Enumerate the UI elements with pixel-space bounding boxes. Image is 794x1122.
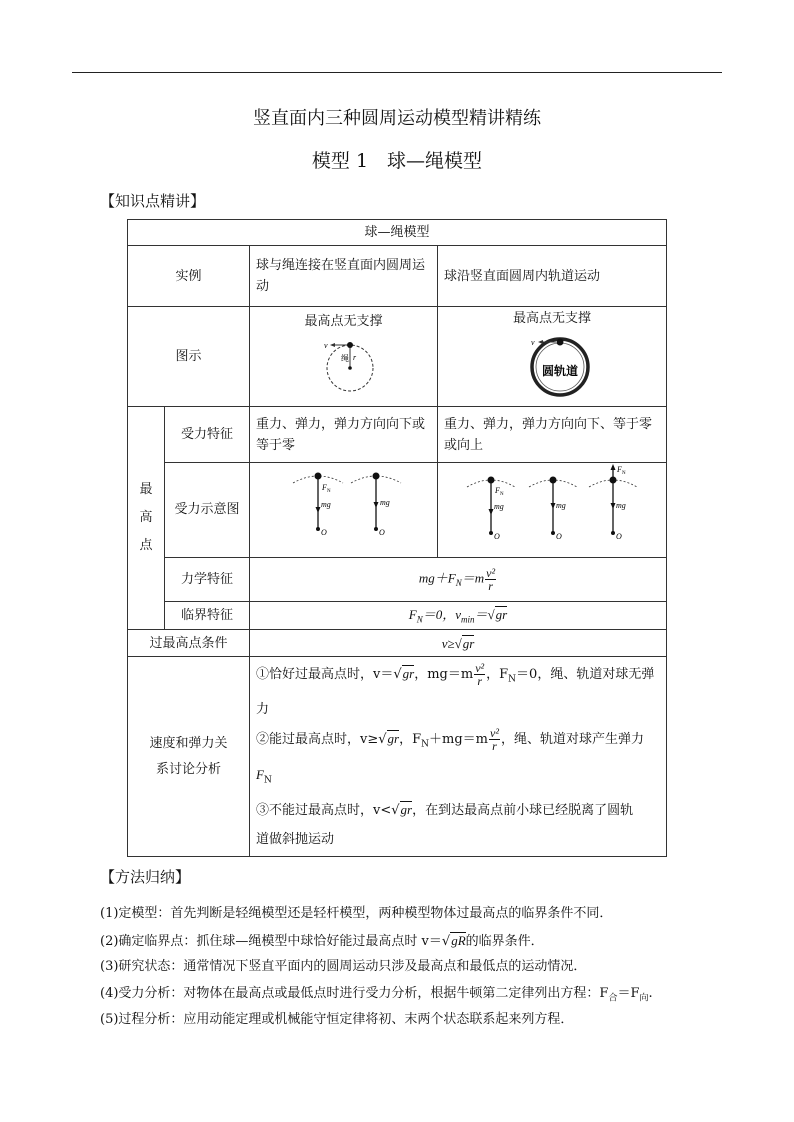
model-table — [127, 219, 667, 857]
d2-e: F — [256, 766, 264, 782]
track-d2-mg: mg — [555, 501, 566, 511]
d2-fraction — [489, 727, 500, 752]
d1-fraction — [474, 662, 485, 687]
critical-equation: $F_N=0$，$v_{min}=√gr$ — [250, 601, 667, 629]
d1-a: ①恰好过最高点时，v＝ — [256, 667, 394, 683]
d2-c: ＋mg＝m — [429, 731, 488, 747]
mechanics-equation — [250, 557, 667, 601]
method-item-4 — [100, 981, 740, 1008]
track-d1-mg: mg — [493, 502, 504, 512]
method-item-3: (3)研究状态：通常情况下竖直平面内的圆周运动只涉及最高点和最低点的运动情况． — [100, 959, 587, 974]
d1-den: r — [477, 674, 482, 689]
rope-d1-fn-sub: N — [326, 489, 331, 495]
method-item-2: (2)确定临界点：抓住球—绳模型中球恰好能过最高点时 v＝√gR的临界条件． — [100, 932, 544, 949]
discussion-label-text: 速度和弹力关系讨论分析 — [149, 735, 228, 777]
d1-e: 力 — [256, 701, 270, 717]
pass-a: v≥ — [441, 635, 455, 651]
mech-eq-mid: ＝m — [461, 570, 485, 586]
rope-d1-o: O — [320, 528, 327, 538]
rope-fig-label: 绳 — [340, 353, 349, 363]
d1-d: ＝0，绳、轨道对球无弹 — [516, 667, 655, 683]
track-fig-label: 圆轨道 — [541, 363, 579, 378]
document-subtitle: 模型 1 球—绳模型 — [311, 150, 483, 172]
d2-e-sub: N — [263, 775, 272, 786]
row-pass — [128, 630, 667, 657]
rope-circle-figure — [284, 332, 404, 398]
d2-num: v² — [490, 725, 499, 740]
crit-sub: N — [416, 614, 423, 625]
force-feature-label: 受力特征 — [165, 407, 250, 463]
row-mechanics — [128, 557, 667, 601]
track-d3-fn: F — [616, 465, 622, 475]
crit-b: ＝0，v — [422, 606, 462, 622]
force-diagram-label: 受力示意图 — [165, 463, 250, 557]
row-force-feature — [128, 407, 667, 463]
m2-b: 的临界条件． — [465, 933, 544, 949]
rope-force-diagrams — [251, 463, 437, 549]
track-force-diagrams — [439, 463, 666, 549]
force-diagram-rope — [250, 463, 438, 557]
crit-sqrt: gr — [495, 606, 508, 622]
table-header-row — [128, 220, 667, 246]
d1-num: v² — [475, 661, 485, 676]
rope-d1-mg: mg — [320, 500, 331, 510]
figure-label: 图示 — [128, 307, 250, 407]
figure-rope-caption: 最高点无支撑 — [304, 313, 383, 329]
track-d3-o: O — [615, 532, 622, 542]
force-feature-rope: 重力、弹力，弹力方向向下或等于零 — [250, 407, 438, 463]
d3-c: 道做斜抛运动 — [256, 832, 335, 848]
track-fig-v: v — [531, 337, 535, 347]
mech-fraction — [485, 567, 496, 592]
rope-fig-v: v — [323, 340, 328, 350]
track-d1-fn: F — [494, 486, 500, 496]
m4-b: ＝F — [617, 985, 640, 1001]
force-feature-track: 重力、弹力，弹力方向向下、等于零或向上 — [438, 407, 667, 463]
d2-sqrt: gr — [387, 730, 400, 746]
rope-fig-r: r — [352, 352, 356, 362]
d2-den: r — [492, 738, 497, 753]
mechanics-label: 力学特征 — [165, 557, 250, 601]
pass-equation: v≥√gr — [250, 630, 667, 657]
track-d2-o: O — [555, 532, 562, 542]
discussion-content — [250, 657, 667, 857]
m4-c: . — [648, 985, 653, 1001]
row-figure — [128, 307, 667, 407]
mech-den: r — [488, 578, 493, 593]
track-d1-fn-sub: N — [499, 492, 504, 498]
mech-eq-left: mg＋F — [418, 570, 456, 586]
track-d3-fn-sub: N — [621, 471, 626, 477]
d1-sub: N — [508, 674, 517, 685]
rope-d2-o: O — [378, 528, 385, 538]
critical-label: 临界特征 — [165, 601, 250, 629]
d3-b: ，在到达最高点前小球已经脱离了圆轨 — [412, 803, 634, 819]
d3-a: ③不能过最高点时，v< — [256, 803, 392, 819]
crit-sub2: min — [461, 614, 475, 625]
d2-b: ，F — [399, 731, 422, 747]
example-track: 球沿竖直面圆周内轨道运动 — [438, 246, 667, 307]
table-header: 球—绳模型 — [128, 220, 667, 246]
section-knowledge-heading: 【知识点精讲】 — [100, 192, 206, 210]
row-discussion — [128, 657, 667, 857]
figure-track-caption: 最高点无支撑 — [513, 310, 592, 326]
d2-d: ，绳、轨道对球产生弹力 — [500, 731, 644, 747]
d2-a: ②能过最高点时，v≥ — [256, 731, 379, 747]
method-item-5: (5)过程分析：应用动能定理或机械能守恒定律将初、末两个状态联系起来列方程． — [100, 1012, 574, 1027]
document-title: 竖直面内三种圆周运动模型精讲精练 — [253, 108, 541, 129]
highest-point-text: 最高点 — [139, 482, 153, 554]
pass-label: 过最高点条件 — [128, 630, 250, 657]
highest-point-label — [128, 407, 165, 630]
m2-a: (2)确定临界点：抓住球—绳模型中球恰好能过最高点时 v＝ — [100, 933, 442, 949]
mech-eq-sub: N — [455, 577, 462, 588]
rope-d1-fn: F — [321, 483, 327, 493]
rope-d2-mg: mg — [379, 498, 390, 508]
d2-sub: N — [421, 739, 430, 750]
header-rule — [72, 72, 722, 73]
crit-a: F — [408, 606, 417, 622]
row-example — [128, 246, 667, 307]
d1-c: ，F — [486, 667, 509, 683]
d1-b: ，mg＝m — [414, 667, 474, 683]
discussion-label — [128, 657, 250, 857]
mech-num: v² — [486, 565, 496, 580]
force-diagram-track — [438, 463, 667, 557]
m4-a: (4)受力分析：对物体在最高点或最低点时进行受力分析，根据牛顿第二定律列出方程：F — [100, 985, 609, 1001]
row-force-diagram — [128, 463, 667, 557]
m4-sub2: 向 — [639, 993, 649, 1004]
d3-sqrt: gr — [400, 802, 413, 818]
example-rope: 球与绳连接在竖直面内圆周运动 — [250, 246, 438, 307]
discussion-item-3: ③不能过最高点时，v<√gr，在到达最高点前小球已经脱离了圆轨 道做斜抛运动 — [256, 802, 634, 848]
figure-track-cell — [438, 307, 667, 407]
d1-sqrt: gr — [402, 666, 415, 682]
discussion-item-1: ①恰好过最高点时，v＝√gr，mg＝m $\frac{\text{v²}}{r}$ ，$F_N=0$，绳、轨道对球无弹 力 — [256, 661, 655, 717]
track-d1-o: O — [493, 532, 500, 542]
track-circle-figure — [482, 329, 622, 399]
m2-sqrt: gR — [451, 932, 466, 948]
method-list — [100, 901, 740, 1034]
section-method-heading: 【方法归纳】 — [100, 868, 191, 886]
example-label: 实例 — [128, 246, 250, 307]
figure-rope-cell — [250, 307, 438, 407]
crit-c: ＝ — [474, 606, 488, 622]
discussion-item-2: ②能过最高点时，v≥√gr，$F_N+mg=m$ $\frac{\text{v²}}{r}$ ，绳、轨道对球产生弹力 $F_N$ — [256, 725, 644, 786]
m4-sub1: 合 — [608, 993, 618, 1004]
row-critical — [128, 601, 667, 629]
track-d3-mg: mg — [615, 501, 626, 511]
method-item-1: (1)定模型：首先判断是轻绳模型还是轻杆模型，两种模型物体过最高点的临界条件不同． — [100, 906, 613, 921]
pass-sqrt: gr — [462, 635, 475, 651]
